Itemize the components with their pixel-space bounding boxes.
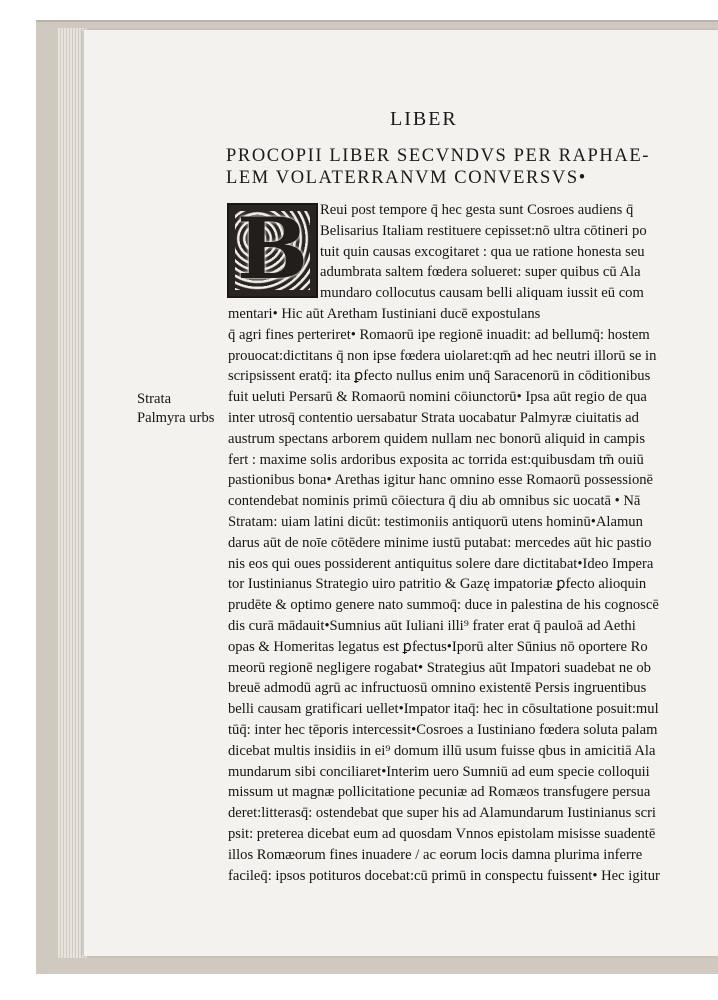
text-line: breuē admodū agrū ac infructuosū omnino existentē Persis ingruentibus (228, 680, 647, 697)
text-line: q̄ agri fines perteriret• Romaorū ipe regionē inuadit: ad bellumq̄: hostem (228, 326, 650, 343)
text-line: fert : maxime solis ardoribus exposita ac torrida est:quibusdam tm̄ ouiū (228, 451, 644, 468)
body-text (228, 200, 668, 886)
text-line: belli causam gratificari uellet•Impator itaq̄: hec in cōsultatione posuit:mul (228, 701, 659, 718)
text-line: dis curā mādauit•Sumnius aūt Iuliani illi⁹ frater erat q̄ pauloā ad Aethi (228, 617, 636, 634)
text-line: pastionibus bona• Arethas igitur hanc omnino esse Romaorū possessionē (228, 472, 654, 489)
text-line: inter utrosq̄ contentio uersabatur Strata uocabatur Palmyræ ciuitatis ad (228, 409, 639, 426)
initial-letter: B (237, 199, 308, 298)
text-line: Belisarius Italiam restituere cepisset:nō ultra cōtineri po (320, 222, 647, 239)
text-line: contendebat nominis primū cōiectura q̄ diu ab omnibus sic uocatā • Nā (228, 493, 641, 510)
text-line: fuit ueluti Persarū & Romaorū nomini cōiunctorū• Ipsa aūt regio de qua (228, 389, 647, 406)
text-line: tūq̄: inter hec tēporis intercessit•Cosroes a Iustiniano fœdera soluta palam (228, 721, 658, 738)
margin-note (137, 390, 227, 428)
text-line: scripsissent eratq̄: ita ꝑfecto nullus enim unq̄ Saracenorū in cōditionibus (228, 368, 651, 385)
text-line: opas & Homeritas legatus est ꝑfectus•Iporū alter Sūnius nō oportere Ro (228, 638, 648, 655)
text-line: nis eos qui oues possiderent antiquitus solere dare dictitabat•Ideo Impera (228, 555, 654, 572)
text-line: dicebat multis insidiis in ei⁹ domum illū usum fuisse qbus in amicitiā Ala (228, 742, 656, 759)
margin-note-line: Palmyra urbs (137, 410, 215, 426)
text-line: facileq̄: ipsos potituros docebat:cū primū in conspectu fuissent• Hec igitur (228, 867, 660, 884)
text-line: prouocat:dictitans q̄ non ipse fœdera uiolaret:qm̄ ad hec neutri illorū se in (228, 347, 657, 364)
text-line: tuit quin causas excogitaret : qua ue ratione honesta seu (320, 243, 645, 260)
title-line: PROCOPII LIBER SECVNDVS PER RAPHAE- (226, 146, 650, 166)
text-line: Stratam: uiam latini dicūt: testimoniis antiquorū utens hominū•Alamun (228, 513, 643, 530)
text-line: illos Romæorum fines inuadere / ac eorum locis damna plurima inferre (228, 846, 643, 863)
running-head: LIBER (390, 108, 458, 130)
text-line: mentari• Hic aūt Aretham Iustiniani ducē expostulans (228, 305, 541, 322)
text-line: prudēte & optimo genere nato summoq̄: duce in palestina de his cognoscē (228, 597, 659, 614)
text-line: deret:litterasq̄: ostendebat que super his ad Alamundarum Iustinianus scri (228, 805, 656, 822)
text-line: Reui post tempore q̄ hec gesta sunt Cosroes audiens q̄ (320, 202, 634, 218)
text-line: austrum spectans arborem quidem nullam nec bonorū aliquid in campis (228, 430, 646, 447)
text-line: adumbrata saltem fœdera solueret: super quibus cū Ala (320, 264, 641, 281)
text-line: missum ut magnæ pollicitatione pecuniæ ad Romæos transfugere persua (228, 784, 651, 801)
margin-note-line: Strata (137, 391, 172, 407)
text-line: darus aūt de noīe cōtēdere minime iustū putabat: mercedes aūt hic pastio (228, 534, 652, 551)
text-line: mundarum sibi conciliaret•Interim uero Sumniū ad eum specie colloquii (228, 763, 650, 780)
text-line: mundaro collocutus causam belli aliquam iussit eū com (320, 285, 644, 302)
text-line: tor Iustinianus Strategio uiro patritio & Gazę impatoriæ ꝑfecto alioquin (228, 576, 647, 593)
text-line: meorū regionē negligere rogabat• Strategius aūt Impatori suadebat ne ob (228, 659, 651, 676)
chapter-title (226, 145, 666, 189)
text-line: psit: preterea dicebat eum ad quosdam Vnnos epistolam misisse suadentē (228, 825, 656, 842)
title-line: LEM VOLATERRANVM CONVERSVS• (226, 168, 587, 188)
